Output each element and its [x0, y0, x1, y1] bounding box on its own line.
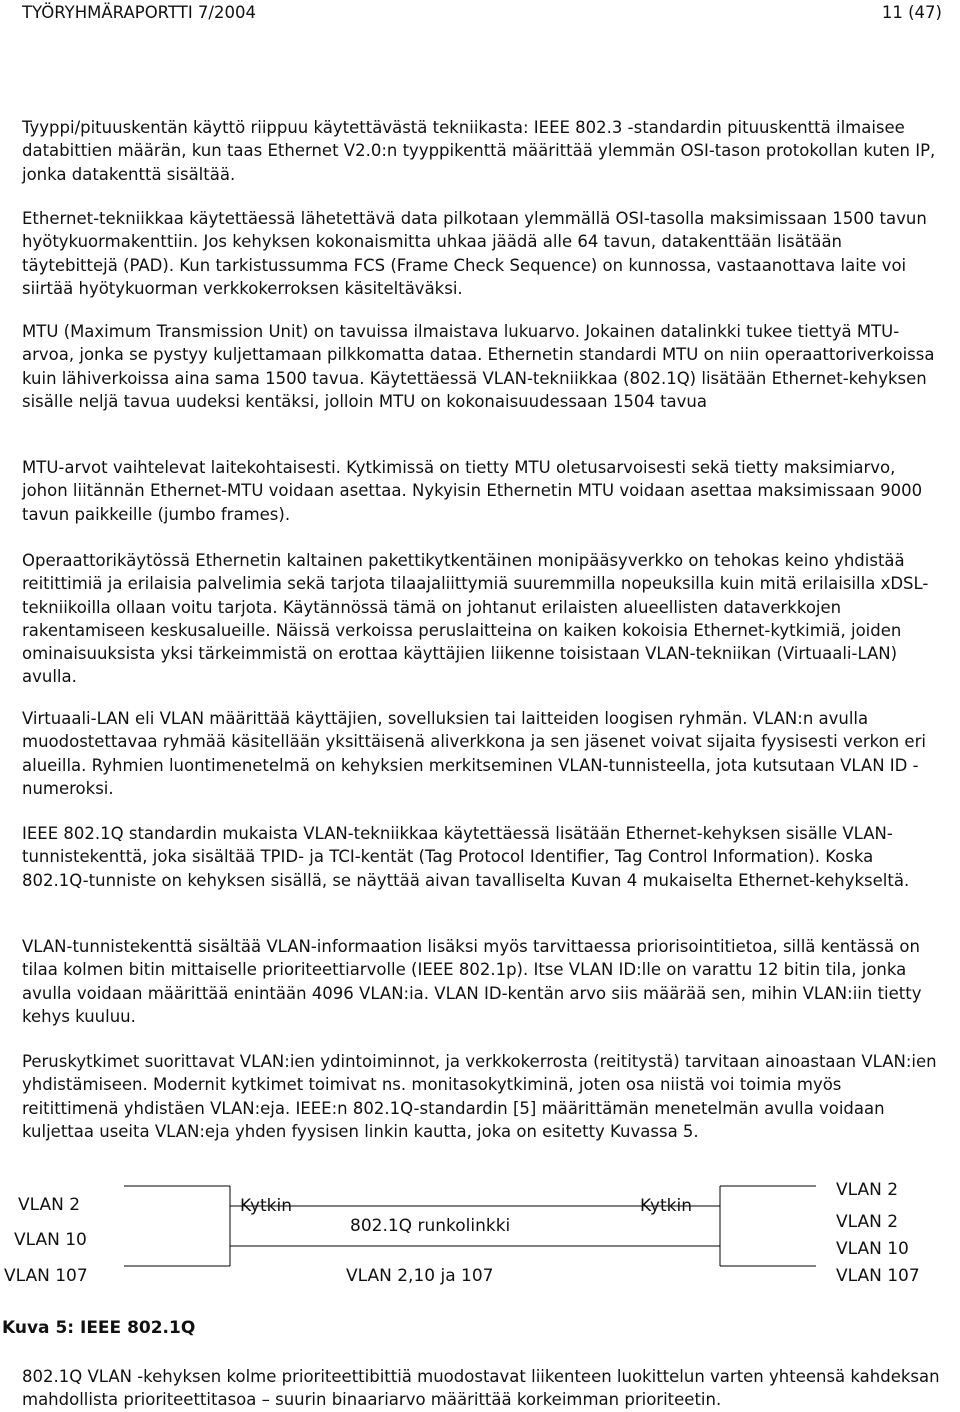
right-switch-label: Kytkin: [640, 1196, 692, 1216]
trunk-vlans-label: VLAN 2,10 ja 107: [346, 1266, 494, 1286]
report-title: TYÖRYHMÄRAPORTTI 7/2004: [22, 3, 256, 22]
right-vlan-label: VLAN 2: [836, 1212, 899, 1232]
right-vlan-label: VLAN 107: [836, 1266, 920, 1286]
right-vlan-label: VLAN 10: [836, 1239, 909, 1259]
right-vlan-label: VLAN 2: [836, 1180, 899, 1200]
left-switch-label: Kytkin: [240, 1196, 292, 1216]
left-vlan-label: VLAN 2: [18, 1195, 81, 1215]
figure-caption: Kuva 5: IEEE 802.1Q: [2, 1318, 196, 1338]
trunk-link-label: 802.1Q runkolinkki: [350, 1216, 511, 1236]
paragraph: MTU-arvot vaihtelevat laitekohtaisesti. Kytkimissä on tietty MTU oletusarvoisesti sekä tietty maksimiarvo, johon liitännän Ethernet-MTU voidaan asettaa. Nykyisin Ethernetin MTU voidaan asettaa maksimissaan 9000 tavun paikkeille (jumbo frames).: [22, 458, 923, 524]
paragraph: Tyyppi/pituuskentän käyttö riippuu käytettävästä tekniikasta: IEEE 802.3 -standardin pituuskenttä ilmaisee databittien määrän, kun taas Ethernet V2.0:n tyyppikenttä määrittää ylemmän OSI-tason protokollan kuten IP, jonka datakenttä sisältää.: [22, 118, 936, 184]
paragraph: Virtuaali-LAN eli VLAN määrittää käyttäjien, sovelluksien tai laitteiden loogisen ryhmän. VLAN:n avulla muodostettavaa ryhmää käsitellään yksittäisenä aliverkkona ja sen jäsenet voivat sijaita fyysisesti verkon eri alueilla. Ryhmien luontimenetelmä on kehyksien merkitseminen VLAN-tunnisteella, jota kutsutaan VLAN ID -numeroksi.: [22, 709, 926, 798]
paragraph: Ethernet-tekniikkaa käytettäessä lähetettävä data pilkotaan ylemmällä OSI-tasolla maksimissaan 1500 tavun hyötykuormakenttiin. Jos kehyksen kokonaismitta uhkaa jäädä alle 64 tavun, datakenttään lisätään täytebittejä (PAD). Kun tarkistussumma FCS (Frame Check Sequence) on kunnossa, vastaanottava laite voi siirtää hyötykuorman verkkokerroksen käsiteltäväksi.: [22, 209, 927, 298]
paragraph: MTU (Maximum Transmission Unit) on tavuissa ilmaistava lukuarvo. Jokainen datalinkki tukee tiettyä MTU-arvoa, jonka se pystyy kuljettamaan pilkkomatta dataa. Ethernetin standardi MTU on niin operaattoriverkoissa kuin lähiverkoissa aina sama 1500 tavua. Käytettäessä VLAN-tekniikkaa (802.1Q) lisätään Ethernet-kehyksen sisälle neljä tavua uudeksi kentäksi, jolloin MTU on kokonaisuudessaan 1504 tavua: [22, 322, 935, 411]
paragraph: 802.1Q VLAN -kehyksen kolme prioriteettibittiä muodostavat liikenteen luokittelun varten yhteensä kahdeksan mahdollista prioriteettitasoa – suurin binaariarvo määrittää korkeimman prioriteetin.: [22, 1367, 940, 1410]
page-number: 11 (47): [881, 3, 942, 22]
left-vlan-label: VLAN 10: [14, 1230, 87, 1250]
paragraph: Peruskytkimet suorittavat VLAN:ien ydintoiminnot, ja verkkokerrosta (reititystä) tarvitaan ainoastaan VLAN:ien yhdistämiseen. Modernit kytkimet toimivat ns. monitasokytkiminä, joten osa niistä voi toimia myös reitittimenä yhdistäen VLAN:eja. IEEE:n 802.1Q-standardin [5] määrittämän menetelmän avulla voidaan kuljettaa useita VLAN:eja yhden fyysisen linkin kautta, joka on esitetty Kuvassa 5.: [22, 1052, 937, 1141]
paragraph: VLAN-tunnistekenttä sisältää VLAN-informaation lisäksi myös tarvittaessa priorisointitietoa, sillä kentässä on tilaa kolmen bitin mittaiselle prioriteettiarvolle (IEEE 802.1p). Itse VLAN ID:lle on varattu 12 bitin tila, jonka avulla voidaan määrittää enintään 4096 VLAN:ia. VLAN ID-kentän arvo siis määrää sen, mihin VLAN:iin tietty kehys kuuluu.: [22, 937, 922, 1026]
left-vlan-label: VLAN 107: [4, 1266, 88, 1286]
paragraph: IEEE 802.1Q standardin mukaista VLAN-tekniikkaa käytettäessä lisätään Ethernet-kehyksen sisälle VLAN-tunnistekenttä, joka sisältää TPID- ja TCI-kentät (Tag Protocol Identifier, Tag Control Information). Koska 802.1Q-tunniste on kehyksen sisällä, se näyttää aivan tavalliselta Kuvan 4 mukaiselta Ethernet-kehykseltä.: [22, 824, 910, 890]
paragraph: Operaattorikäytössä Ethernetin kaltainen pakettikytkentäinen monipääsyverkko on tehokas keino yhdistää reitittimiä ja erilaisia palvelimia sekä tarjota tilaajaliittymiä suuremmilla nopeuksilla kuin mitä erilaisilla xDSL-tekniikoilla ollaan voitu tarjota. Käytännössä tämä on johtanut erilaisten alueellisten dataverkkojen rakentamiseen keskusalueille. Näissä verkoissa peruslaitteina on kaiken kokoisia Ethernet-kytkimiä, joiden ominaisuuksista yksi tärkeimmistä on erottaa käyttäjien liikenne toisistaan VLAN-tekniikan (Virtuaali-LAN) avulla.: [22, 551, 929, 687]
